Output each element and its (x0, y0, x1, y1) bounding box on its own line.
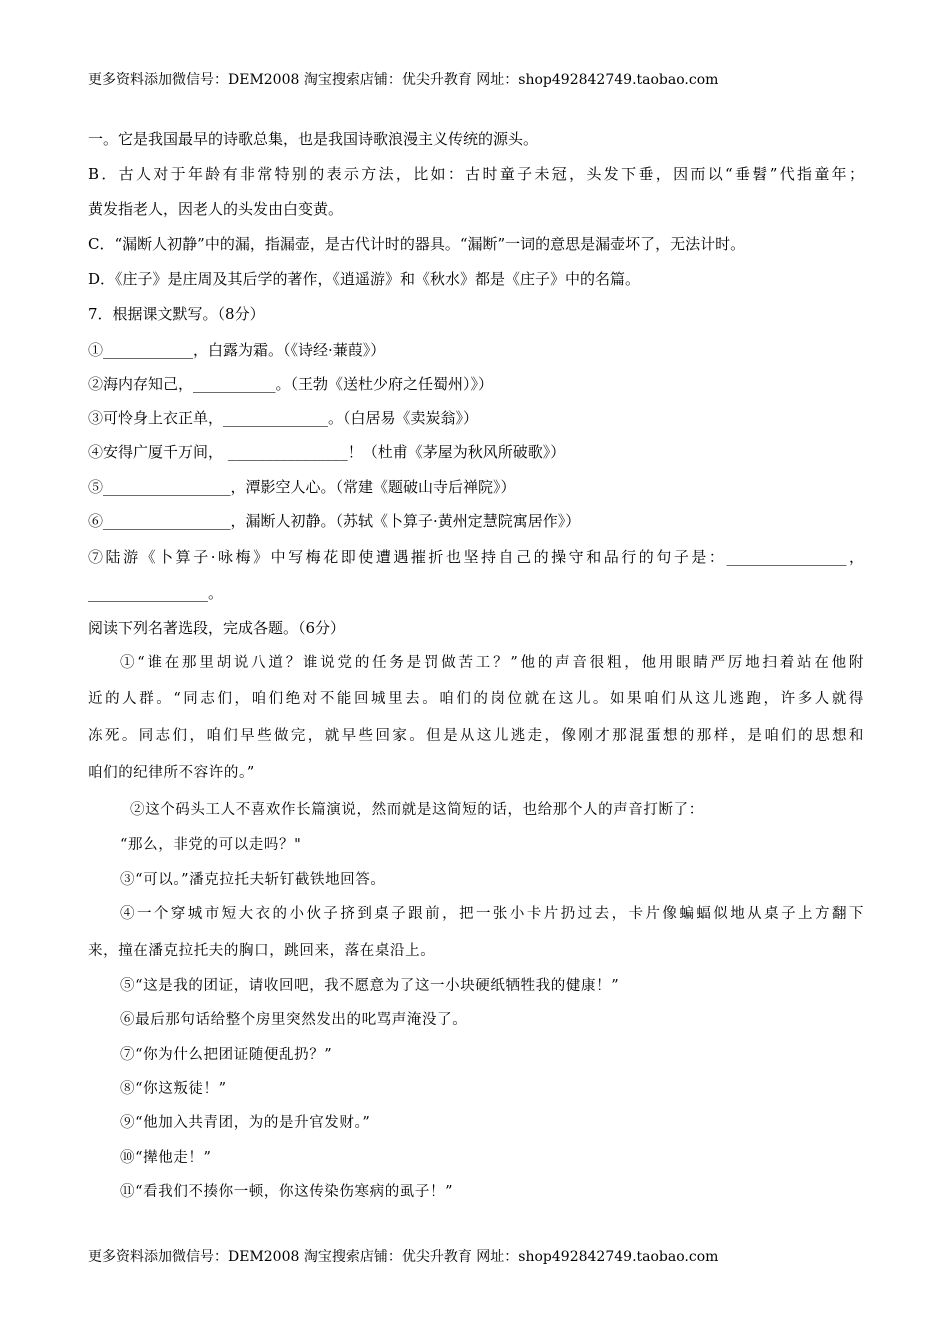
reading-title: 阅读下列名著选段，完成各题。（6分） (88, 619, 346, 637)
passage-p4-line-2: 来，撞在潘克拉托夫的胸口，跳回来，落在桌沿上。 (88, 943, 436, 959)
passage-p1-line-1: ①“谁在那里胡说八道？谁说党的任务是罚做苦工？”他的声音很粗，他用眼睛严厉地扫着站在他附 (120, 655, 864, 671)
question-7-title: 7．根据课文默写。（8分） (88, 305, 265, 323)
page-footer: 更多资料添加微信号：DEM2008 淘宝搜索店铺：优尖升教育 网址：shop492842749.taobao.com (88, 1249, 719, 1265)
passage-p1-line-4: 咱们的纪律所不容许的。” (88, 765, 255, 781)
option-a-tail: 一。它是我国最早的诗歌总集，也是我国诗歌浪漫主义传统的源头。 (88, 130, 539, 148)
dictation-item-6: ⑥_________________，漏断人初静。（苏轼《卜算子·黄州定慧院寓居作》） (88, 512, 581, 530)
dictation-item-4: ④安得广厦千万间， ________________！（杜甫《茅屋为秋风所破歌》） (88, 443, 566, 461)
dictation-item-2: ②海内存知己，___________。（王勃《送杜少府之任蜀州）》） (88, 375, 494, 393)
passage-p7: ⑦“你为什么把团证随便乱扔？” (120, 1047, 333, 1063)
option-b-line-2: 黄发指老人，因老人的头发由白变黄。 (88, 200, 344, 218)
dictation-item-5: ⑤_________________，潭影空人心。（常建《题破山寺后禅院》） (88, 478, 516, 496)
passage-p11: ⑪“看我们不揍你一顿，你这传染伤寒病的虱子！” (120, 1184, 454, 1200)
dictation-item-1: ①____________，白露为霜。（《诗经·蒹葭》） (88, 341, 386, 359)
dictation-item-7-line-2: ________________。 (88, 584, 224, 602)
dictation-item-7-line-1: ⑦陆游《卜算子·咏梅》中写梅花即使遭遇摧折也坚持自己的操守和品行的句子是：________________， (88, 548, 864, 566)
passage-p1-line-2: 近的人群。“同志们，咱们绝对不能回城里去。咱们的岗位就在这儿。如果咱们从这儿逃跑，许多人就得 (88, 691, 864, 707)
passage-p1-line-3: 冻死。同志们，咱们早些做完，就早些回家。但是从这儿逃走，像刚才那混蛋想的那样，是咱们的思想和 (88, 728, 864, 744)
passage-p9: ⑨“他加入共青团，为的是升官发财。” (120, 1115, 371, 1131)
option-d: D．《庄子》是庄周及其后学的著作，《逍遥游》和《秋水》都是《庄子》中的名篇。 (88, 270, 641, 288)
passage-p3: ③“可以。”潘克拉托夫斩钉截铁地回答。 (120, 872, 386, 888)
passage-p6: ⑥最后那句话给整个房里突然发出的叱骂声淹没了。 (120, 1012, 468, 1028)
passage-p5: ⑤“这是我的团证，请收回吧，我不愿意为了这一小块硬纸牺牲我的健康！” (120, 978, 620, 994)
passage-p2b: “那么，非党的可以走吗？" (120, 837, 302, 853)
passage-p4-line-1: ④一个穿城市短大衣的小伙子挤到桌子跟前，把一张小卡片扔过去，卡片像蝙蝠似地从桌子上方翻下 (120, 906, 864, 922)
passage-p2: ②这个码头工人不喜欢作长篇演说，然而就是这简短的话，也给那个人的声音打断了： (130, 802, 704, 818)
option-c: C．“漏断人初静”中的漏，指漏壶，是古代计时的器具。“漏断”一词的意思是漏壶坏了，无法计时。 (88, 235, 746, 253)
page-header: 更多资料添加微信号：DEM2008 淘宝搜索店铺：优尖升教育 网址：shop492842749.taobao.com (88, 72, 719, 88)
dictation-item-3: ③可怜身上衣正单，______________。（白居易《卖炭翁》） (88, 409, 479, 427)
passage-p10: ⑩“撵他走！” (120, 1150, 212, 1166)
passage-p8: ⑧“你这叛徒！” (120, 1081, 227, 1097)
option-b-line-1: B．古人对于年龄有非常特别的表示方法，比如：古时童子未冠，头发下垂，因而以“垂髫”代指童年； (88, 165, 864, 183)
